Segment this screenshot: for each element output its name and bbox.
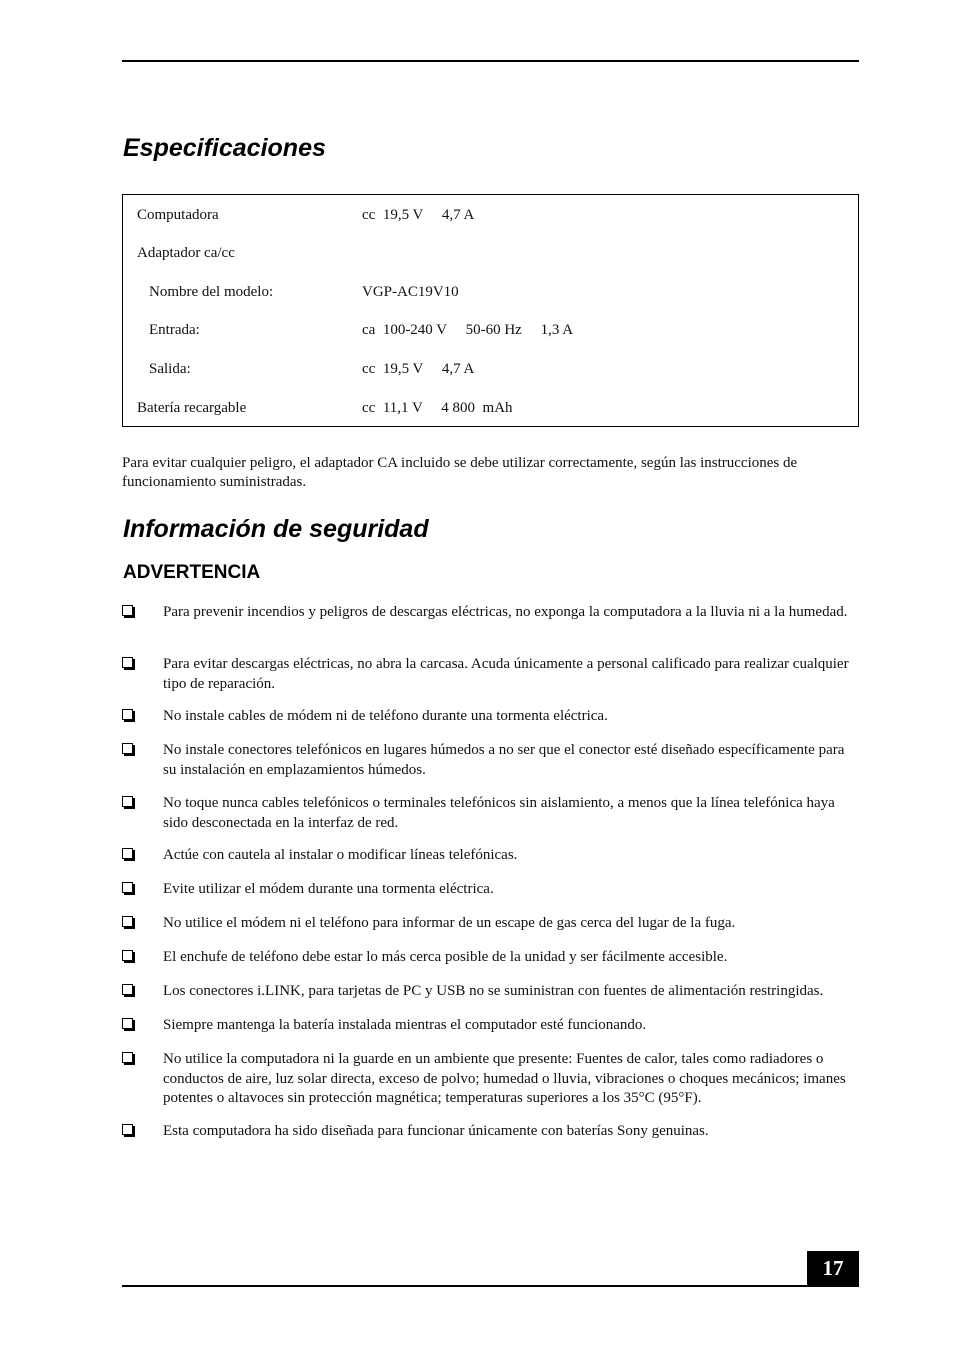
spec-value: ca 100-240 V 50-60 Hz 1,3 A [362, 322, 574, 338]
checkbox-icon [122, 709, 135, 722]
spec-value: cc 19,5 V 4,7 A [362, 207, 475, 223]
spec-value: cc 19,5 V 4,7 A [362, 361, 475, 377]
checkbox-icon [122, 848, 135, 861]
checkbox-icon [122, 605, 135, 618]
spec-value: VGP-AC19V10 [362, 284, 459, 300]
checkbox-icon [122, 984, 135, 997]
list-item [122, 846, 862, 866]
adapter-usage-paragraph: Para evitar cualquier peligro, el adaptador CA incluido se debe utilizar correctamente, según las instrucciones de funcionamiento suministradas. [122, 455, 798, 490]
checkbox-icon [122, 1124, 135, 1137]
section-title-safety: Información de seguridad [123, 515, 429, 543]
checkbox-icon [122, 916, 135, 929]
list-item [122, 707, 862, 727]
list-item [122, 741, 862, 780]
spec-label: Computadora [137, 207, 219, 223]
spec-label: Batería recargable [137, 400, 247, 416]
list-item [122, 603, 862, 623]
checkbox-icon [122, 1018, 135, 1031]
list-item [122, 655, 862, 694]
list-item [122, 880, 862, 900]
warning-text: No instale cables de módem ni de teléfono durante una tormenta eléctrica. [163, 708, 608, 724]
warning-text: No utilice el módem ni el teléfono para informar de un escape de gas cerca del lugar de la fuga. [163, 915, 736, 931]
checkbox-icon [122, 657, 135, 670]
warning-text: El enchufe de teléfono debe estar lo más cerca posible de la unidad y ser fácilmente accesible. [163, 949, 728, 965]
spec-label: Salida: [149, 361, 191, 377]
warning-text: Siempre mantenga la batería instalada mientras el computador esté funcionando. [163, 1017, 647, 1033]
page-number: 17 [807, 1251, 859, 1287]
warning-heading: ADVERTENCIA [123, 562, 261, 583]
list-item [122, 1122, 862, 1142]
warning-text: No instale conectores telefónicos en lugares húmedos a no ser que el conector esté diseñado específicamente para su instalación en emplazamientos húmedos. [163, 742, 845, 778]
list-item [122, 1016, 862, 1036]
checkbox-icon [122, 950, 135, 963]
spec-label: Nombre del modelo: [149, 284, 274, 300]
checkbox-icon [122, 1052, 135, 1065]
list-item [122, 914, 862, 934]
warning-text: No toque nunca cables telefónicos o terminales telefónicos sin aislamiento, a menos que la línea telefónica haya sido desconectada en la interfaz de red. [163, 795, 835, 831]
list-item [122, 948, 862, 968]
list-item [122, 982, 862, 1002]
warning-text: No utilice la computadora ni la guarde en un ambiente que presente: Fuentes de calor, tales como radiadores o conductos de aire, luz solar directa, exceso de polvo; humedad o lluvia, vibraciones o choques mecánicos; imanes potentes o altavoces sin protección magnética; temperaturas superiores a los 35°C (95°F). [163, 1051, 846, 1106]
list-item [122, 1050, 862, 1109]
checkbox-icon [122, 882, 135, 895]
header-rule [122, 60, 859, 62]
warning-text: Evite utilizar el módem durante una tormenta eléctrica. [163, 881, 494, 897]
checkbox-icon [122, 796, 135, 809]
warning-text: Actúe con cautela al instalar o modificar líneas telefónicas. [163, 847, 518, 863]
spec-label: Entrada: [149, 322, 200, 338]
checkbox-icon [122, 743, 135, 756]
warning-text: Para prevenir incendios y peligros de descargas eléctricas, no exponga la computadora a la lluvia ni a la humedad. [163, 604, 848, 620]
warning-text: Los conectores i.LINK, para tarjetas de PC y USB no se suministran con fuentes de alimentación restringidas. [163, 983, 824, 999]
warning-text: Esta computadora ha sido diseñada para funcionar únicamente con baterías Sony genuinas. [163, 1123, 709, 1139]
warning-text: Para evitar descargas eléctricas, no abra la carcasa. Acuda únicamente a personal calificado para realizar cualquier tipo de reparación. [163, 656, 849, 692]
footer-rule [122, 1285, 859, 1287]
spec-value: cc 11,1 V 4 800 mAh [362, 400, 513, 416]
spec-label: Adaptador ca/cc [137, 245, 235, 261]
section-title-specifications: Especificaciones [123, 134, 326, 162]
list-item [122, 794, 862, 833]
specifications-table [122, 194, 859, 427]
